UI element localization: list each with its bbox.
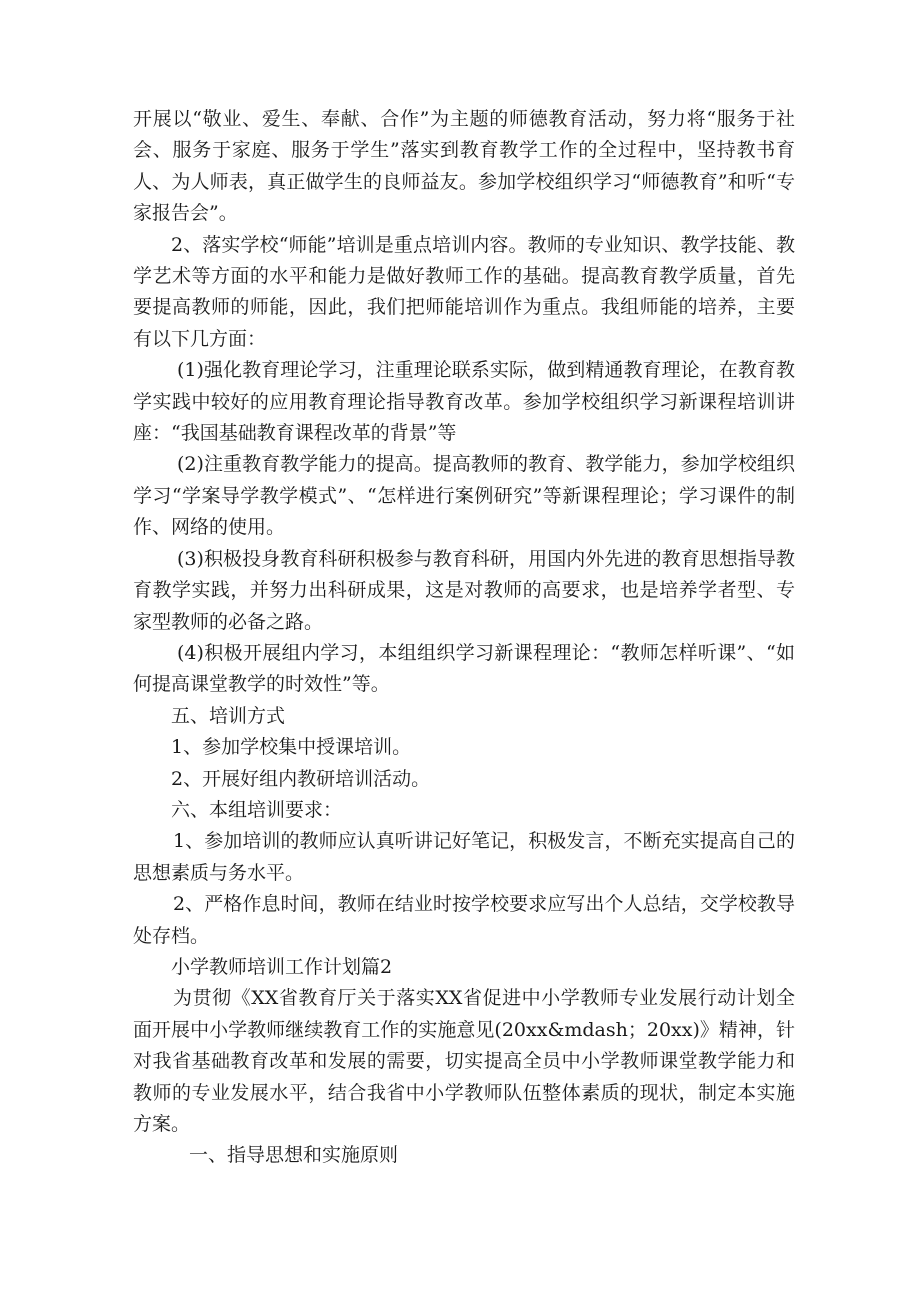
paragraph-plan-2-intro: 为贯彻《XX省教育厅关于落实XX省促进中小学教师专业发展行动计划全面开展中小学教师继续教育工作的实施意见(20xx&mdash；20xx)》精神，针对我省基础教育改革和发展的需要，切实提高全员中小学教师课堂教学能力和教师的专业发展水平，结合我省中小学教师队伍整体素质的现状，制定本实施方案。 (133, 987, 795, 1135)
list-item-method-2: 2、开展好组内教研培训活动。 (171, 767, 431, 790)
paragraph-item-1-theory-study: (1)强化教育理论学习，注重理论联系实际，做到精通教育理论，在教育教学实践中较好的应用教育理论指导教育改革。参加学校组织学习新课程培训讲座：“我国基础教育课程改革的背景”等 (133, 359, 795, 445)
paragraph-item-2-teaching-ability: (2)注重教育教学能力的提高。提高教师的教育、教学能力，参加学校组织学习“学案导学教学模式”、“怎样进行案例研究”等新课程理论；学习课件的制作、网络的使用。 (133, 453, 795, 539)
paragraph-requirement-1: 1、参加培训的教师应认真听讲记好笔记，积极发言，不断充实提高自己的思想素质与务水平。 (133, 830, 795, 884)
paragraph-requirement-2: 2、严格作息时间，教师在结业时按学校要求应写出个人总结，交学校教导处存档。 (133, 893, 795, 947)
section-heading-training-requirements: 六、本组培训要求： (171, 798, 343, 821)
section-heading-training-methods: 五、培训方式 (171, 704, 286, 727)
paragraph-teacher-ability-training: 2、落实学校“师能”培训是重点培训内容。教师的专业知识、教学技能、教学艺术等方面的水平和能力是做好教师工作的基础。提高教育教学质量，首先要提高教师的师能，因此，我们把师能培训作为重点。我组师能的培养，主要有以下几方面： (133, 233, 795, 350)
section-heading-guiding-principles: 一、指导思想和实施原则 (189, 1144, 399, 1167)
paragraph-ethics-activities: 开展以“敬业、爱生、奉献、合作”为主题的师德教育活动，努力将“服务于社会、服务于家庭、服务于学生”落实到教育教学工作的全过程中，坚持教书育人、为人师表，真正做学生的良师益友。参加学校组织学习“师德教育”和听“专家报告会”。 (133, 108, 795, 225)
section-title-plan-part-2: 小学教师培训工作计划篇2 (171, 955, 393, 978)
document-body (133, 104, 795, 1172)
list-item-method-1: 1、参加学校集中授课培训。 (171, 736, 412, 759)
paragraph-item-4-group-study: (4)积极开展组内学习，本组组织学习新课程理论：“教师怎样听课”、“如何提高课堂教学的时效性”等。 (133, 641, 795, 696)
paragraph-item-3-research: (3)积极投身教育科研积极参与教育科研，用国内外先进的教育思想指导教育教学实践，并努力出科研成果，这是对教师的高要求，也是培养学者型、专家型教师的必备之路。 (133, 547, 795, 633)
